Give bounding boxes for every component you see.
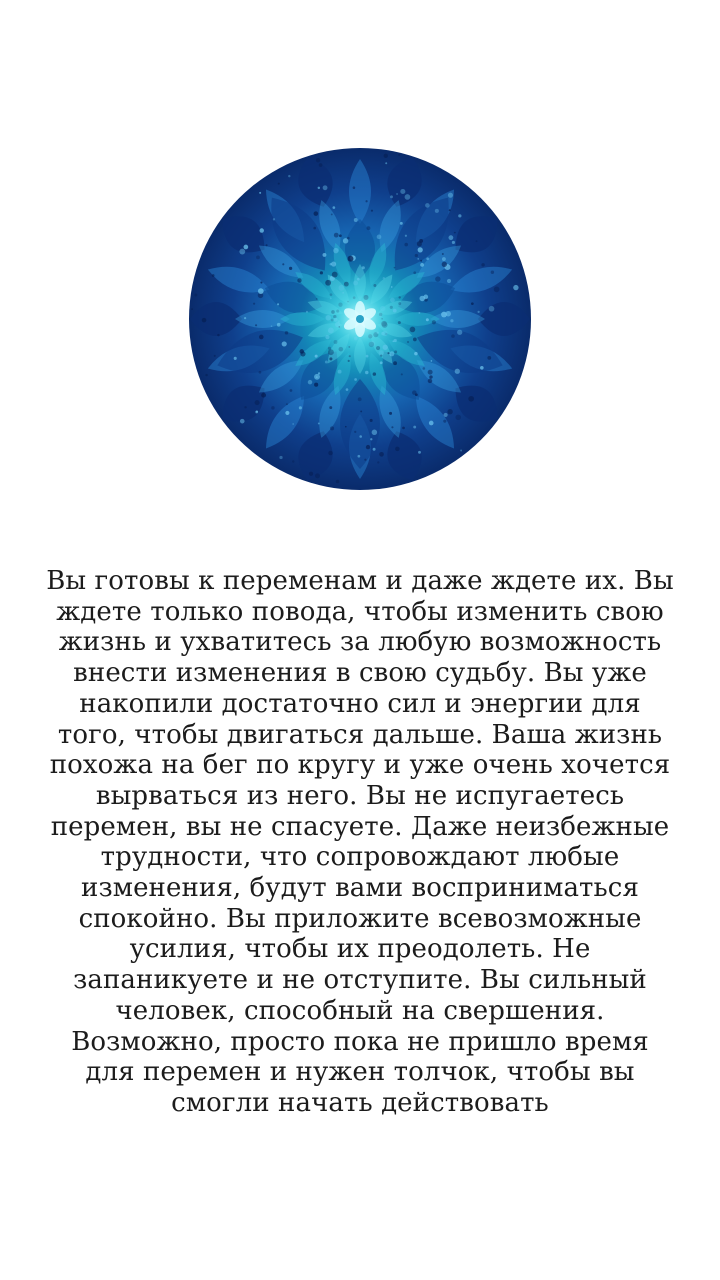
mandala-texture-speck [398,154,400,156]
mandala-texture-speck [447,279,451,283]
mandala-texture-speck [385,162,387,164]
mandala-texture-speck [435,209,439,213]
mandala-texture-speck [315,473,320,478]
mandala-texture-speck [319,163,323,167]
mandala-texture-speck [377,235,382,240]
mandala-texture-speck [451,334,455,338]
mandala-texture-speck [346,388,349,391]
mandala-texture-speck [290,389,293,392]
mandala-texture-speck [313,227,316,230]
text-line: вырваться из него. Вы не испугаетесь [95,780,625,811]
mandala-texture-speck [364,459,366,461]
mandala-texture-speck [431,360,433,362]
horoscope-text [40,566,680,1119]
mandala-texture-speck [400,222,403,225]
mandala-texture-speck [442,257,446,261]
mandala-texture-speck [405,194,411,200]
mandala-texture-speck [240,419,245,424]
mandala-texture-speck [426,318,429,321]
mandala-texture-speck [471,302,474,305]
mandala-texture-speck [468,396,474,402]
mandala-texture-speck [370,438,372,440]
mandala-texture-speck [239,249,245,255]
text-line: Возможно, просто пока не пришло время [71,1026,649,1057]
mandala-texture-speck [357,455,360,458]
mandala-texture-speck [401,373,403,375]
mandala-texture-speck [480,366,484,370]
mandala-texture-speck [379,452,384,457]
mandala-texture-speck [282,263,284,265]
mandala-texture-speck [448,193,453,198]
mandala-texture-speck [288,175,290,177]
mandala-texture-speck [426,257,429,260]
mandala-texture-speck [365,200,367,202]
mandala-texture-speck [278,183,280,185]
text-line: Вы готовы к переменам и даже ждете их. Вы [46,566,674,596]
text-line: накопили достаточно сил и энергии для [79,688,641,719]
mandala-texture-speck [442,253,444,255]
mandala-texture-speck [494,286,500,292]
mandala-texture-speck [489,306,495,312]
text-line: трудности, что сопровождают любые [100,842,620,873]
mandala-texture-speck [289,267,292,270]
text-line: изменения, будут вами восприниматься [81,873,639,904]
mandala-texture-speck [314,374,320,380]
mandala-texture-speck [277,323,281,327]
text-line: похожа на бег по кругу и уже очень хочется [49,750,671,781]
mandala-texture-speck [414,352,418,356]
mandala-texture-speck [396,193,398,195]
mandala-texture-speck [234,357,237,360]
text-line: запаникуете и не отступите. Вы сильный [73,965,647,996]
mandala-texture-speck [354,218,358,222]
mandala-texture-speck [441,312,447,318]
mandala-texture-speck [318,423,320,425]
mandala-texture-speck [202,318,207,323]
mandala-texture-speck [373,448,376,451]
mandala-texture-speck [333,248,338,253]
mandala-texture-speck [444,413,448,417]
mandala-texture-speck [413,426,416,429]
text-line: перемен, вы не спасуете. Даже неизбежные [50,811,670,842]
mandala-texture-speck [435,276,440,281]
mandala-texture-speck [212,274,215,277]
mandala-texture-speck [314,211,319,216]
mandala-texture-speck [477,311,479,313]
mandala-texture-speck [454,232,456,234]
mandala-texture-speck [391,426,393,428]
mandala-texture-speck [457,330,462,335]
mandala-texture-speck [390,195,393,198]
text-line: спокойно. Вы приложите всевозможные [78,903,642,934]
mandala-texture-speck [395,447,400,452]
text-line: ждете только повода, чтобы изменить свою [56,596,664,627]
mandala-texture-speck [292,460,294,462]
mandala-texture-speck [217,334,219,336]
mandala-texture-speck [402,427,405,430]
mandala-texture-speck [255,411,258,414]
mandala-texture-speck [400,189,405,194]
mandala-texture-speck [443,420,446,423]
mandala-texture-speck [273,218,275,220]
mandala-texture-speck [309,472,313,476]
mandala-texture-speck [458,214,461,217]
mandala-texture-speck [481,263,484,266]
mandala-texture-speck [359,435,362,438]
mandala-texture-speck [455,369,460,374]
mandala-texture-speck [255,324,257,326]
mandala-texture-speck [423,367,426,370]
mandala-texture-speck [413,271,416,274]
mandala-graphic [189,148,531,490]
mandala-texture-speck [371,210,373,212]
mandala-texture-speck [318,187,320,189]
mandala-texture-speck [308,380,312,384]
mandala-texture-speck [329,406,332,409]
mandala-texture-speck [279,456,282,459]
mandala-texture-speck [271,406,274,409]
mandala-texture-speck [460,449,462,451]
mandala-texture-speck [418,247,423,252]
mandala-texture-speck [428,370,433,375]
mandala-texture-speck [405,235,407,237]
mandala-texture-speck [259,371,262,374]
mandala-texture-speck [253,303,255,305]
mandala-texture-speck [314,383,318,387]
mandala-texture-speck [282,341,287,346]
mandala-texture-speck [345,426,347,428]
mandala-texture-speck [415,393,418,396]
mandala-texture-speck [442,262,447,267]
mandala-texture-speck [384,154,388,158]
mandala-texture-speck [205,374,207,376]
mandala-texture-speck [354,431,356,433]
text-line: жизнь и ухватитесь за любую возможность [58,627,662,658]
mandala-texture-speck [331,213,333,215]
mandala-texture-speck [367,226,371,230]
mandala-texture-speck [415,254,418,257]
mandala-texture-speck [358,397,362,401]
mandala-texture-speck [286,403,288,405]
mandala-texture-speck [194,294,197,297]
mandala-texture-speck [420,263,424,267]
mandala-texture-speck [417,258,419,260]
mandala-texture-speck [214,355,216,357]
mandala-texture-speck [425,203,430,208]
text-line: внести изменения в свою судьбу. Вы уже [73,658,647,689]
mandala-texture-speck [394,267,396,269]
text-line: человек, способный на свершения. [115,995,605,1026]
mandala-texture-speck [353,186,356,189]
mandala-texture-speck [334,233,339,238]
mandala-texture-speck [271,325,273,327]
mandala-texture-speck [370,419,373,422]
mandala-texture-speck [428,379,433,384]
mandala-texture-speck [347,237,350,240]
mandala-texture-speck [259,228,263,232]
mandala-texture-speck [333,206,336,209]
mandala-texture-speck [323,185,328,190]
mandala-texture-speck [244,406,246,408]
mandala-texture-speck [423,295,428,300]
mandala-texture-speck [429,421,434,426]
mandala-texture-speck [450,319,453,322]
mandala-texture-speck [299,349,303,353]
mandala-texture-speck [432,320,436,324]
text-line: смогли начать действовать [171,1087,549,1118]
mandala-texture-speck [316,158,320,162]
mandala-texture-speck [366,445,370,449]
mandala-texture-speck [292,423,294,425]
center-dot [356,315,364,323]
mandala-texture-speck [404,243,408,247]
mandala-image [189,148,531,490]
mandala-texture-speck [455,415,461,421]
mandala-texture-speck [452,241,455,244]
mandala-texture-speck [449,209,451,211]
mandala-texture-speck [487,356,491,360]
mandala-texture-speck [491,271,494,274]
mandala-texture-speck [419,239,423,243]
mandala-texture-speck [339,234,342,237]
mandala-texture-speck [256,256,260,260]
mandala-texture-speck [377,461,379,463]
mandala-texture-speck [330,426,334,430]
mandala-texture-speck [372,430,378,436]
mandala-texture-speck [449,235,454,240]
mandala-texture-speck [266,244,268,246]
mandala-texture-speck [429,375,432,378]
mandala-texture-speck [243,245,248,250]
mandala-texture-speck [420,260,422,262]
mandala-texture-speck [285,331,288,334]
mandala-texture-speck [336,480,340,484]
mandala-texture-speck [285,411,289,415]
mandala-texture-speck [255,400,260,405]
mandala-texture-speck [476,240,478,242]
text-line: усилия, чтобы их преодолеть. Не [129,934,591,965]
mandala-texture-speck [323,253,327,257]
mandala-texture-speck [260,281,262,283]
mandala-texture-speck [299,406,302,409]
text-line: того, чтобы двигаться дальше. Ваша жизнь [57,719,663,750]
text-line: для перемен и нужен толчок, чтобы вы [85,1057,635,1088]
mandala-texture-speck [447,409,452,414]
mandala-texture-speck [297,278,301,282]
mandala-texture-speck [259,335,264,340]
mandala-texture-speck [513,285,518,290]
mandala-texture-speck [328,451,332,455]
mandala-texture-speck [244,317,246,319]
mandala-texture-speck [191,308,193,310]
mandala-texture-speck [277,303,279,305]
mandala-texture-speck [360,410,362,412]
mandala-texture-speck [389,412,392,415]
mandala-texture-speck [261,393,266,398]
mandala-texture-speck [259,192,261,194]
mandala-texture-speck [258,288,264,294]
mandala-texture-speck [418,451,421,454]
